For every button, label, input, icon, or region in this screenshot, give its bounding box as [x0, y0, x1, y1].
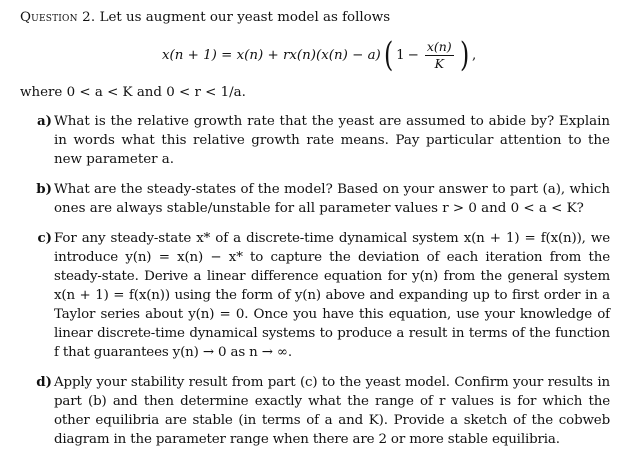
equation-lhs: x(n + 1) = x(n) + rx(n)(x(n) − a) — [162, 47, 381, 63]
question-label: Question 2. — [20, 10, 96, 25]
equation-one: 1 — [396, 47, 405, 63]
part-c-label: c) — [37, 230, 52, 246]
part-c — [20, 229, 612, 362]
equation-trailing-comma: , — [471, 47, 477, 63]
part-a-label: a) — [36, 113, 52, 129]
part-b-label: b) — [36, 181, 52, 197]
part-d-text: Apply your stability result from part (c) to the yeast model. Confirm your results in part (b) and then determine exactly what the range of r values is for which the other equilibria are stable (in terms of a and K). Provide a sketch of the cobweb diagram in the parameter range when there are 2 or more stable equilibria. — [54, 375, 610, 447]
question-intro: Let us augment our yeast model as follows — [95, 10, 391, 25]
part-d — [20, 373, 612, 449]
question-heading — [20, 8, 612, 27]
part-b-text: What are the steady-states of the model? Based on your answer to part (a), which ones are always stable/unstable for all parameter values r > 0 and 0 < a < K? — [54, 182, 610, 216]
part-b — [20, 180, 612, 218]
part-c-text: For any steady-state x* of a discrete-time dynamical system x(n + 1) = f(x(n)), we introduce y(n) = x(n) − x* to capture the deviation of each iteration from the steady-state. Derive a linear difference equation for y(n) from the general system x(n + 1) = f(x(n)) using the form of y(n) above and expanding up to first order in a Taylor series about y(n) = 0. Once you have this equation, use your knowledge of linear discrete-time dynamical systems to produce a result in terms of the function f that guarantees y(n) → 0 as n → ∞. — [54, 231, 610, 360]
part-d-label: d) — [36, 374, 52, 390]
fraction-denominator: K — [434, 55, 444, 71]
fraction — [425, 39, 454, 72]
fraction-numerator: x(n) — [426, 38, 452, 54]
right-paren-glyph: ) — [459, 35, 469, 75]
left-paren-glyph: ( — [383, 35, 394, 75]
model-equation — [162, 33, 612, 77]
part-a — [20, 112, 612, 169]
question-page — [20, 8, 612, 460]
part-a-text: What is the relative growth rate that the yeast are assumed to abide by? Explain in words what this relative growth rate means. Pay particular attention to the new parameter a. — [54, 114, 610, 167]
parameter-constraints: where 0 < a < K and 0 < r < 1/a. — [20, 85, 246, 100]
minus-sign-glyph: − — [407, 47, 419, 63]
